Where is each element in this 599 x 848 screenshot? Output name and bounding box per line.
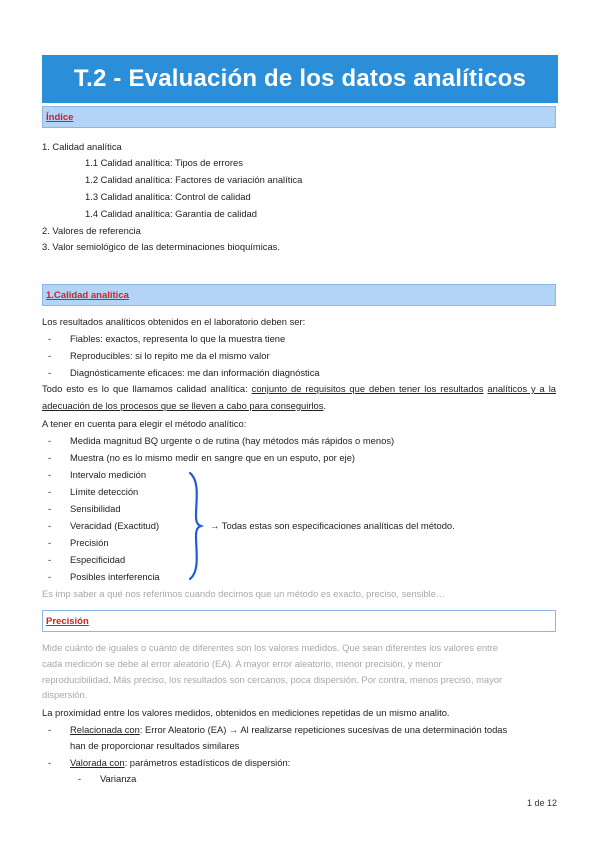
method-intro: A tener en cuenta para elegir el método analítico: [42,418,247,429]
specs-note: → Todas estas son especificaciones analíticas del método. [210,520,455,531]
section-heading-calidad-analitica [42,284,556,306]
section-heading-precision [42,610,556,632]
indice-heading-text: Índice [46,111,74,123]
calidad-heading-text: 1.Calidad analítica [46,289,129,301]
spec-item: - Veracidad (Exactitud) [48,520,160,531]
assessed-item: - Valorada con: parámetros estadísticos de dispersión: [48,757,291,768]
page-title: T.2 - Evaluación de los datos analíticos [42,55,558,103]
spec-item: - Precisión [48,537,109,548]
sub-item: - Varianza [78,773,137,784]
spec-item: - Sensibilidad [48,503,121,514]
page-number: 1 de 12 [526,798,557,808]
section-heading-indice [42,106,556,128]
requirement-item: - Fiables: exactos, representa lo que la muestra tiene [48,333,286,344]
proximity-text: La proximidad entre los valores medidos, obtenidos en mediciones repetidas de un mismo analito. [42,707,450,718]
precision-paragraph-line: reproducibilidad. Más preciso, los resultados son cercanos, poca dispersión. Por contra, menos preciso, mayor [42,674,503,685]
requirement-item: - Diagnósticamente eficaces: me dan información diagnóstica [48,367,320,378]
spec-item: - Límite detección [48,486,139,497]
spec-item: - Intervalo medición [48,469,147,480]
indice-item: 1.3 Calidad analítica: Control de calidad [85,191,251,202]
spec-item: - Posibles interferencia [48,571,160,582]
indice-item: 1.1 Calidad analítica: Tipos de errores [85,157,243,168]
related-item: - Relacionada con: Error Aleatorio (EA) → Al realizarse repeticiones sucesivas de una determinación todas [48,724,508,735]
indice-item: 1.4 Calidad analítica: Garantía de calidad [85,208,257,219]
indice-item: 1. Calidad analítica [42,141,122,152]
indice-item: 1.2 Calidad analítica: Factores de variación analítica [85,174,303,185]
spec-item: - Especificidad [48,554,126,565]
precision-heading-text: Precisión [46,615,89,627]
indice-item: 2. Valores de referencia [42,225,141,236]
related-continuation: han de proporcionar resultados similares [70,740,240,751]
precision-paragraph-line: dispersión. [42,689,88,700]
curly-brace-icon [186,471,204,581]
precision-paragraph-line: cada medición se debe al error aleatorio (EA). A mayor error aleatorio, menor precisión, y menor [42,658,442,669]
method-item: - Medida magnitud BQ urgente o de rutina (hay métodos más rápidos o menos) [48,435,395,446]
method-item: - Muestra (no es lo mismo medir en sangre que en un esputo, por eje) [48,452,356,463]
requirement-item: - Reproducibles: si lo repito me da el mismo valor [48,350,270,361]
definition-paragraph: Todo esto es lo que llamamos calidad analítica: conjunto de requisitos que deben tener los resultados analíticos y a la adecuación de los procesos que se lleven a cabo para conseguirlos. [42,383,556,411]
closing-note: Es imp saber a qué nos referimos cuando decimos que un método es exacto, preciso, sensible… [42,588,446,599]
precision-paragraph-line: Mide cuánto de iguales o cuánto de diferentes son los valores medidos. Que sean diferentes los valores entre [42,642,499,653]
indice-item: 3. Valor semiológico de las determinaciones bioquímicas. [42,241,280,252]
intro-text: Los resultados analíticos obtenidos en el laboratorio deben ser: [42,316,306,327]
